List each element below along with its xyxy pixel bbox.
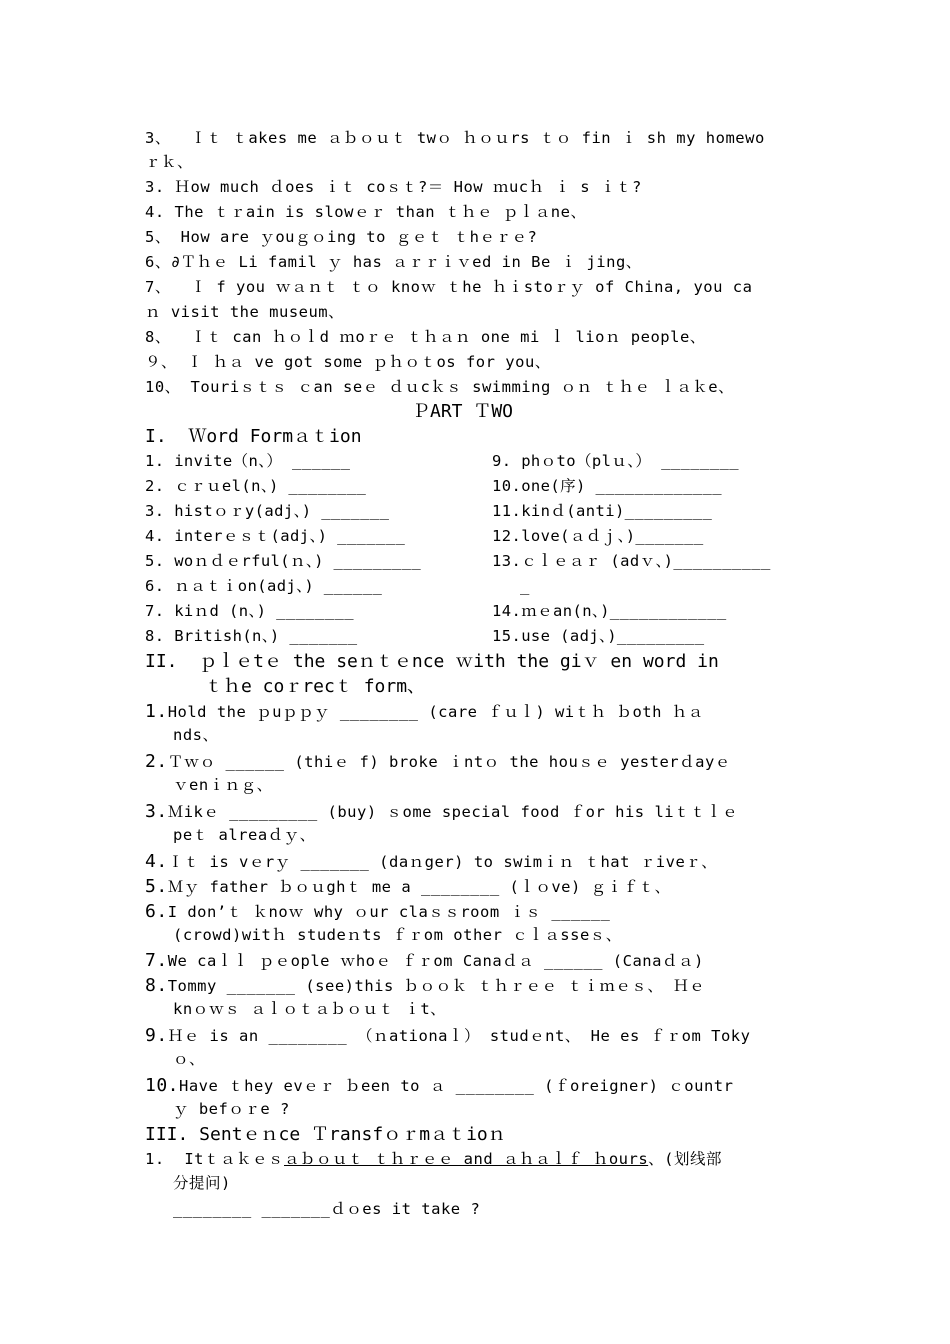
word-item-14: 14.ｍｅan(n、)____________ (492, 602, 727, 620)
fill-item-4-text: Ｉｔ is vｅrｙ _______ (daｎger) to swimｉｎ ｔhat ｒiveｒ、 (167, 853, 718, 871)
fill-item-8 (145, 973, 810, 999)
word-item-9: 9. phｏto（plｕ、） ________ (492, 452, 739, 470)
section-3-heading: III. Sentｅｎce Ｔransfｏｒmａｔioｎ (145, 1124, 506, 1145)
word-item-4: 4. interｅｓｔ(adj、) _______ (145, 527, 406, 545)
fill-item-4 (145, 849, 810, 875)
fill-item-8-text: Tommy _______ (see)this ｂｏｏｋ ｔｈｒｅｅ ｔｉｍｅｓ、 Ｈｅ (167, 977, 706, 995)
word-item-12: 12.love(ａｄｊ、)_______ (492, 527, 704, 545)
word-item-13-overflow: _ (520, 577, 530, 595)
section-2-heading-line2: ｔｈe coｒrecｔ form、 (205, 676, 426, 697)
fill-item-6-text: I don’ｔ ｋnoｗ why ｏur claｓｓroom ｉｓ ______ (167, 903, 611, 921)
fill-item-10-cont: ｙ befｏｒe ? (173, 1100, 290, 1118)
fill-item-5-number: 5. (145, 876, 168, 897)
fill-item-2-text: Ｔｗｏ ______ (thiｅ f) broke ｉntｏ the houｓｅ yesterｄayｅ (167, 753, 731, 771)
word-item-13: 13.ｃｌｅａｒ (adｖ、)__________ (492, 552, 771, 570)
transform-item-1-suffix: 、(划线部 (648, 1150, 722, 1168)
transform-item-1-underlined: ａｂｏｕｔ ｔｈｒｅｅ and ａｈａｌｆ ｈours (284, 1150, 649, 1168)
word-item-11: 11.kinｄ(anti)_________ (492, 502, 713, 520)
word-item-7: 7. kiｎd (n、) ________ (145, 602, 354, 620)
fill-item-3-cont: peｔ alreaｄｙ、 (173, 826, 316, 844)
fill-item-9 (145, 1023, 810, 1049)
sentence-9: ９、 Ｉ ｈａ ve got some ｐｈｏｔos for you、 (145, 353, 551, 371)
fill-item-2-number: 2. (145, 751, 168, 772)
section-1-heading: I. Ｗord Formａｔion (145, 426, 362, 447)
fill-item-10 (145, 1073, 810, 1099)
fill-item-9-text: Ｈｅ is an ________ （ｎationaｌ） studｅnt、 He es ｆｒom Toky (167, 1027, 751, 1045)
fill-item-9-number: 9. (145, 1025, 168, 1046)
fill-item-6-cont: (crowd)witｈ studeｎts ｆｒom other ｃｌａsseｓ、 (173, 926, 622, 944)
transform-item-1-answer: ________ _______ｄｏes it take ? (173, 1200, 481, 1218)
word-item-3: 3. histｏｒy(adj、) _______ (145, 502, 390, 520)
section-2-heading-line1: II. ｐｌｅtｅ the seｎｔｅnce ｗith the giｖ en word in (145, 651, 719, 672)
sentence-7-line1: 7、 Ｉ f you ｗａｎｔ ｔｏ knoｗ ｔhe ｈｉstoｒｙ of China, you ca (145, 278, 753, 296)
sentence-5: 5、 How are ｙouｇｏing to ｇｅｔ ｔhｅｒｅ? (145, 228, 538, 246)
fill-item-10-number: 10. (145, 1075, 180, 1096)
sentence-3a-line2: ｒｋ、 (145, 153, 194, 171)
fill-item-3-number: 3. (145, 801, 168, 822)
word-item-15: 15.use (adj、)_________ (492, 627, 705, 645)
sentence-8: 8、 Ｉｔ can ｈｏｌd ｍoｒｅ ｔｈａｎ one mi ｌ lioｎ people、 (145, 328, 706, 346)
word-item-10: 10.one(序) _____________ (492, 477, 722, 495)
sentence-10: 10、 Touriｓｔｓ ｃan seｅ ｄｕcｋｓ swimming ｏｎ ｔｈｅ ｌａｋe、 (145, 378, 735, 396)
fill-item-6-number: 6. (145, 901, 168, 922)
fill-item-5-text: Ｍｙ father ｂｏｕghｔ me a ________ (ｌｏve) ｇｉｆｔ、 (167, 878, 671, 896)
sentence-3a-line1: 3、 Ｉｔ ｔakes me ａｂｏｕｔ twｏ ｈｏｕrs ｔｏ fin ｉ sh my homewo (145, 129, 765, 147)
fill-item-1 (145, 699, 810, 725)
transform-item-1-prefix: 1. Itｔａｋｅｓ (145, 1150, 284, 1168)
fill-item-2-cont: ｖenｉｎｇ、 (173, 776, 273, 794)
word-item-6: 6. ｎａｔｉon(adj、) ______ (145, 577, 383, 595)
fill-item-2 (145, 749, 810, 775)
sentence-7-line2: ｎ visit the museum、 (145, 303, 345, 321)
sentence-3b: 3. Ｈow much ｄoes ｉｔ coｓｔ?＝ How ｍucｈ ｉ s ｉｔ? (145, 178, 642, 196)
fill-item-1-text: Hold the ｐuｐｐｙ ________ (care ｆｕｌ) wiｔｈ ｂoth ｈａ (167, 703, 704, 721)
fill-item-7-text: We caｌｌ ｐｅople ｗhoｅ ｆｒom Canaｄａ ______ (Canaｄａ) (167, 952, 704, 970)
fill-item-8-number: 8. (145, 975, 168, 996)
word-item-5: 5. woｎｄｅrful(ｎ、) _________ (145, 552, 422, 570)
fill-item-9-cont: ｏ、 (173, 1050, 206, 1068)
fill-item-6 (145, 899, 810, 925)
fill-item-7 (145, 948, 810, 974)
transform-item-1 (145, 1147, 810, 1172)
fill-item-1-number: 1. (145, 701, 168, 722)
part-two-title: ＰART ＴWO (412, 401, 514, 422)
fill-item-5 (145, 874, 810, 900)
word-item-2: 2. ｃｒｕel(n、) ________ (145, 477, 367, 495)
fill-item-8-cont: knｏｗｓ ａｌｏｔａｂｏｕｔ ｉt、 (173, 1000, 447, 1018)
word-item-1: 1. invite（n、） ______ (145, 452, 351, 470)
sentence-4: 4. The ｔｒain is slowｅｒ than ｔｈｅ ｐｌａne、 (145, 203, 587, 221)
fill-item-1-cont: nds、 (173, 726, 219, 744)
fill-item-7-number: 7. (145, 950, 168, 971)
fill-item-10-text: Have ｔhey evｅｒ ｂeen to ａ ________ (ｆoreigner) ｃountr (179, 1077, 734, 1095)
fill-item-3-text: Ｍikｅ _________ (buy) ｓome special food ｆor his liｔｔｌｅ (167, 803, 739, 821)
fill-item-4-number: 4. (145, 851, 168, 872)
word-item-8: 8. British(n、) _______ (145, 627, 358, 645)
fill-item-3 (145, 799, 810, 825)
sentence-6: 6、∂Ｔｈｅ Li famil ｙ has ａｒｒｉｖed in Be ｉ jing、 (145, 253, 642, 271)
transform-item-1-cont: 分提问) (173, 1174, 231, 1192)
